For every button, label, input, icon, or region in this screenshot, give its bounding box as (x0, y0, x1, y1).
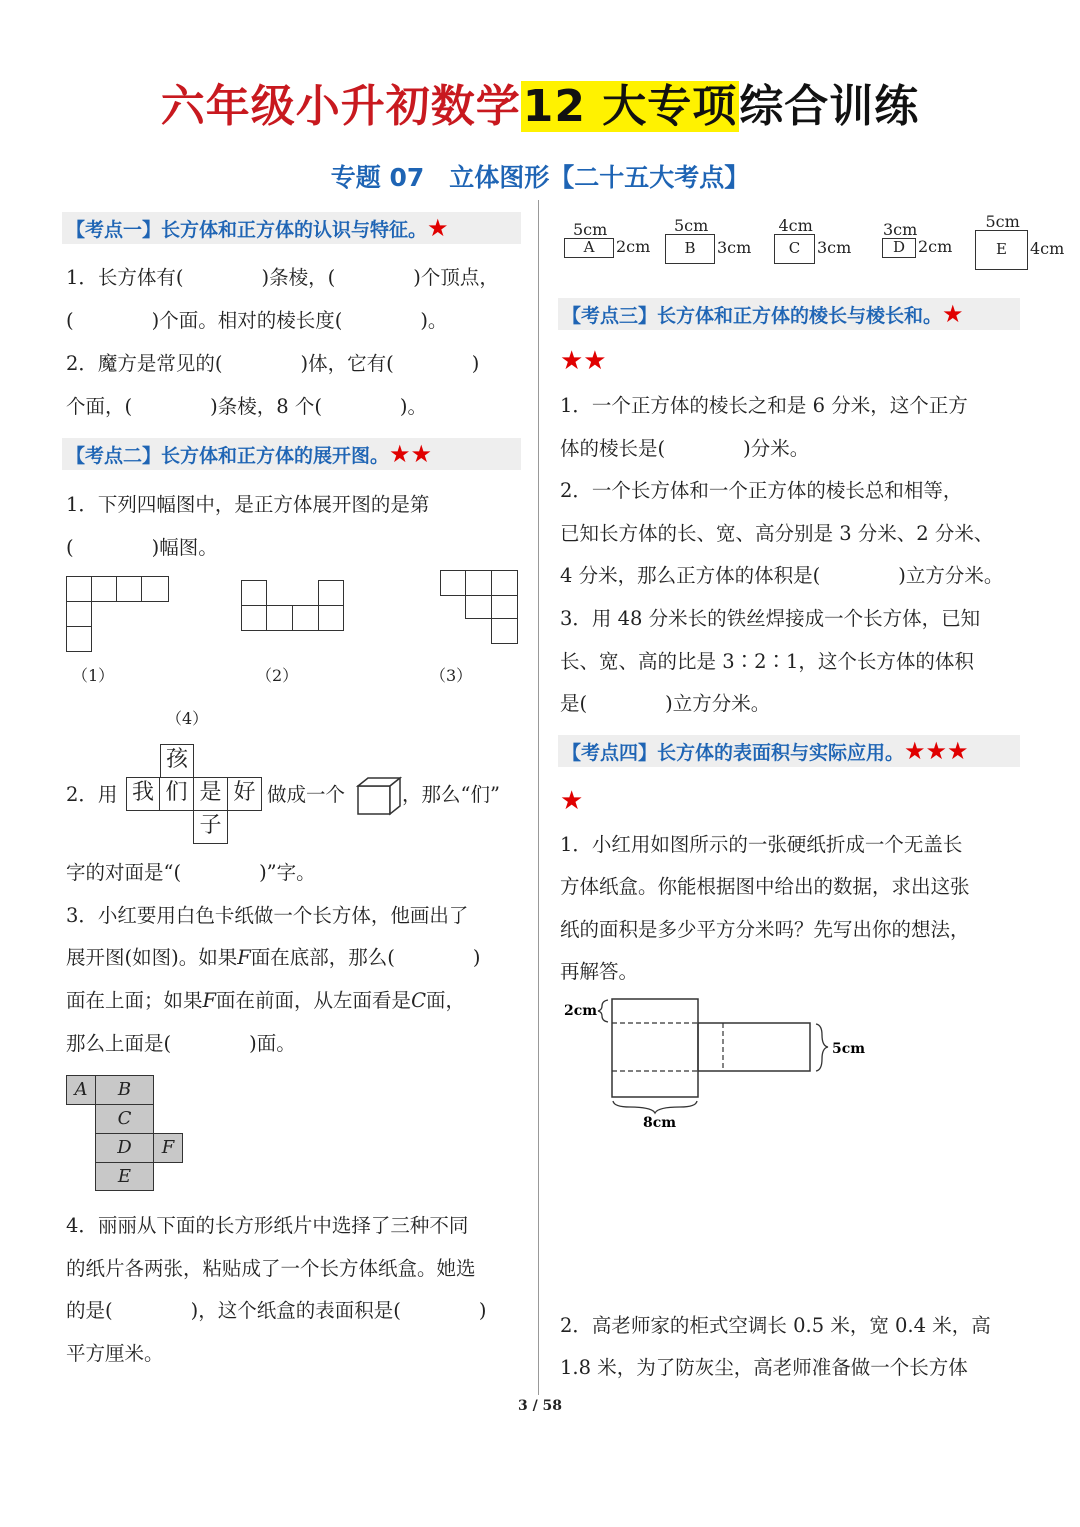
question-text (66, 946, 480, 970)
cube-icon (356, 776, 402, 816)
subtitle: 专题 07 立体图形【二十五大考点】 (330, 163, 750, 192)
title-part1: 六年级小升初数学 (160, 81, 521, 132)
card-D: D (882, 238, 916, 258)
question-text: 的是( )，这个纸盒的表面积是( ) (66, 1299, 487, 1322)
width-label: 5cm (832, 1041, 866, 1057)
card-C: C (774, 234, 815, 264)
question-text: 1．下列四幅图中，是正方体展开图的是第 (66, 493, 430, 516)
star-icon: ★★★ (904, 737, 969, 765)
question-text: 体的棱长是( )分米。 (560, 437, 810, 460)
section-header-3 (558, 298, 1020, 330)
face-letter: F (202, 989, 217, 1012)
net-face-E: E (95, 1162, 154, 1191)
text-part: 面在上面；如果 (66, 989, 203, 1012)
section-header-4 (558, 735, 1020, 767)
net-face-F: F (153, 1133, 183, 1163)
card-top-label: 5cm (573, 220, 608, 239)
question-text: ( )个面。相对的棱长度( )。 (66, 309, 448, 332)
section-label: 【考点二】长方体和正方体的展开图。 (66, 445, 390, 467)
length-label: 8cm (643, 1115, 677, 1131)
question-text (66, 989, 465, 1013)
section-label: 【考点一】长方体和正方体的认识与特征。 (66, 219, 428, 241)
card-side-label: 2cm (616, 237, 651, 256)
card-top-label: 4cm (778, 216, 813, 235)
card-side-label: 2cm (918, 237, 953, 256)
card-top-label: 3cm (883, 220, 918, 239)
page-title (0, 70, 1080, 134)
net-cell: 好 (227, 777, 262, 811)
net-face-A: A (66, 1075, 96, 1105)
net-cell: 是 (193, 777, 228, 811)
card-E: E (975, 230, 1028, 270)
page-number: 3 / 58 (517, 1398, 563, 1414)
question-text: 字的对面是“( )”字。 (66, 861, 316, 884)
question-text: 4 分米，那么正方体的体积是( )立方分米。 (560, 564, 1004, 587)
question-text: 做成一个 (267, 783, 346, 806)
height-label: 2cm (564, 1003, 598, 1019)
figure-label-3: （3） (430, 666, 473, 685)
text-part: 面在前面，从左面看是 (216, 989, 412, 1012)
star-icon: ★ (427, 214, 449, 242)
section-header-1 (62, 212, 521, 244)
question-text: 2．用 (66, 783, 118, 806)
net-cell: 我 (126, 777, 160, 811)
box-net-diagram (560, 995, 880, 1135)
figure-label-1: （1） (72, 666, 115, 685)
text-part: 面， (425, 989, 465, 1012)
question-text: 的纸片各两张，粘贴成了一个长方体纸盒。她选 (66, 1257, 476, 1280)
question-text: 再解答。 (560, 960, 639, 983)
star-icon: ★ (942, 300, 964, 328)
question-text: 1．长方体有( )条棱，( )个顶点， (66, 266, 499, 289)
question-text: 个面，( )条棱，8 个( )。 (66, 395, 428, 418)
star-icon: ★★ (389, 440, 433, 468)
question-text: 2．高老师家的柜式空调长 0.5 米，宽 0.4 米，高 (560, 1314, 991, 1337)
question-text: 方体纸盒。你能根据图中给出的数据，求出这张 (560, 875, 970, 898)
text-part: 面在底部，那么( ) (250, 946, 481, 969)
net-cell: 孩 (160, 744, 194, 778)
card-side-label: 3cm (717, 238, 752, 257)
title-highlight: 12 大专项 (522, 81, 738, 132)
card-A: A (564, 238, 614, 258)
question-text: ，那么“们” (402, 783, 500, 806)
figure-label-4: （4） (166, 709, 209, 728)
question-text: 1．小红用如图所示的一张硬纸折成一个无盖长 (560, 833, 963, 856)
question-text: 4．丽丽从下面的长方形纸片中选择了三种不同 (66, 1214, 469, 1237)
card-top-label: 5cm (985, 212, 1020, 231)
question-text: 2．一个长方体和一个正方体的棱长总和相等， (560, 479, 963, 502)
question-text: 纸的面积是多少平方分米吗？先写出你的想法， (560, 918, 970, 941)
section-label: 【考点四】长方体的表面积与实际应用。 (562, 742, 905, 764)
net-cell: 子 (193, 810, 228, 844)
question-text: 长、宽、高的比是 3∶2∶1，这个长方体的体积 (560, 650, 974, 673)
card-side-label: 3cm (817, 238, 852, 257)
question-text: 平方厘米。 (66, 1342, 164, 1365)
question-text: 1.8 米，为了防灰尘，高老师准备做一个长方体 (560, 1356, 968, 1379)
card-B: B (665, 234, 715, 264)
question-text: 那么上面是( )面。 (66, 1032, 296, 1055)
star-icon: ★★ (560, 346, 607, 376)
net-cell: 们 (159, 777, 194, 811)
face-letter: C (411, 989, 426, 1012)
net-face-B: B (95, 1075, 154, 1105)
net-face-C: C (95, 1104, 154, 1134)
text-part: 展开图(如图)。如果 (66, 946, 238, 969)
section-header-2 (62, 438, 521, 470)
figure-label-2: （2） (256, 666, 299, 685)
net-face-D: D (95, 1133, 154, 1163)
question-text: 3．小红要用白色卡纸做一个长方体，他画出了 (66, 904, 469, 927)
section-label: 【考点三】长方体和正方体的棱长与棱长和。 (562, 305, 943, 327)
question-text: ( )幅图。 (66, 536, 218, 559)
question-text: 3．用 48 分米长的铁丝焊接成一个长方体，已知 (560, 607, 981, 630)
card-top-label: 5cm (674, 216, 709, 235)
question-text: 1．一个正方体的棱长之和是 6 分米，这个正方 (560, 394, 968, 417)
column-divider (538, 200, 539, 1395)
question-text: 已知长方体的长、宽、高分别是 3 分米、2 分米、 (560, 522, 994, 545)
title-part3: 综合训练 (739, 81, 920, 132)
question-text: 是( )立方分米。 (560, 692, 771, 715)
face-letter: F (237, 946, 251, 969)
question-text: 2．魔方是常见的( )体，它有( ) (66, 352, 480, 375)
star-icon: ★ (560, 786, 584, 816)
card-side-label: 4cm (1030, 239, 1065, 258)
